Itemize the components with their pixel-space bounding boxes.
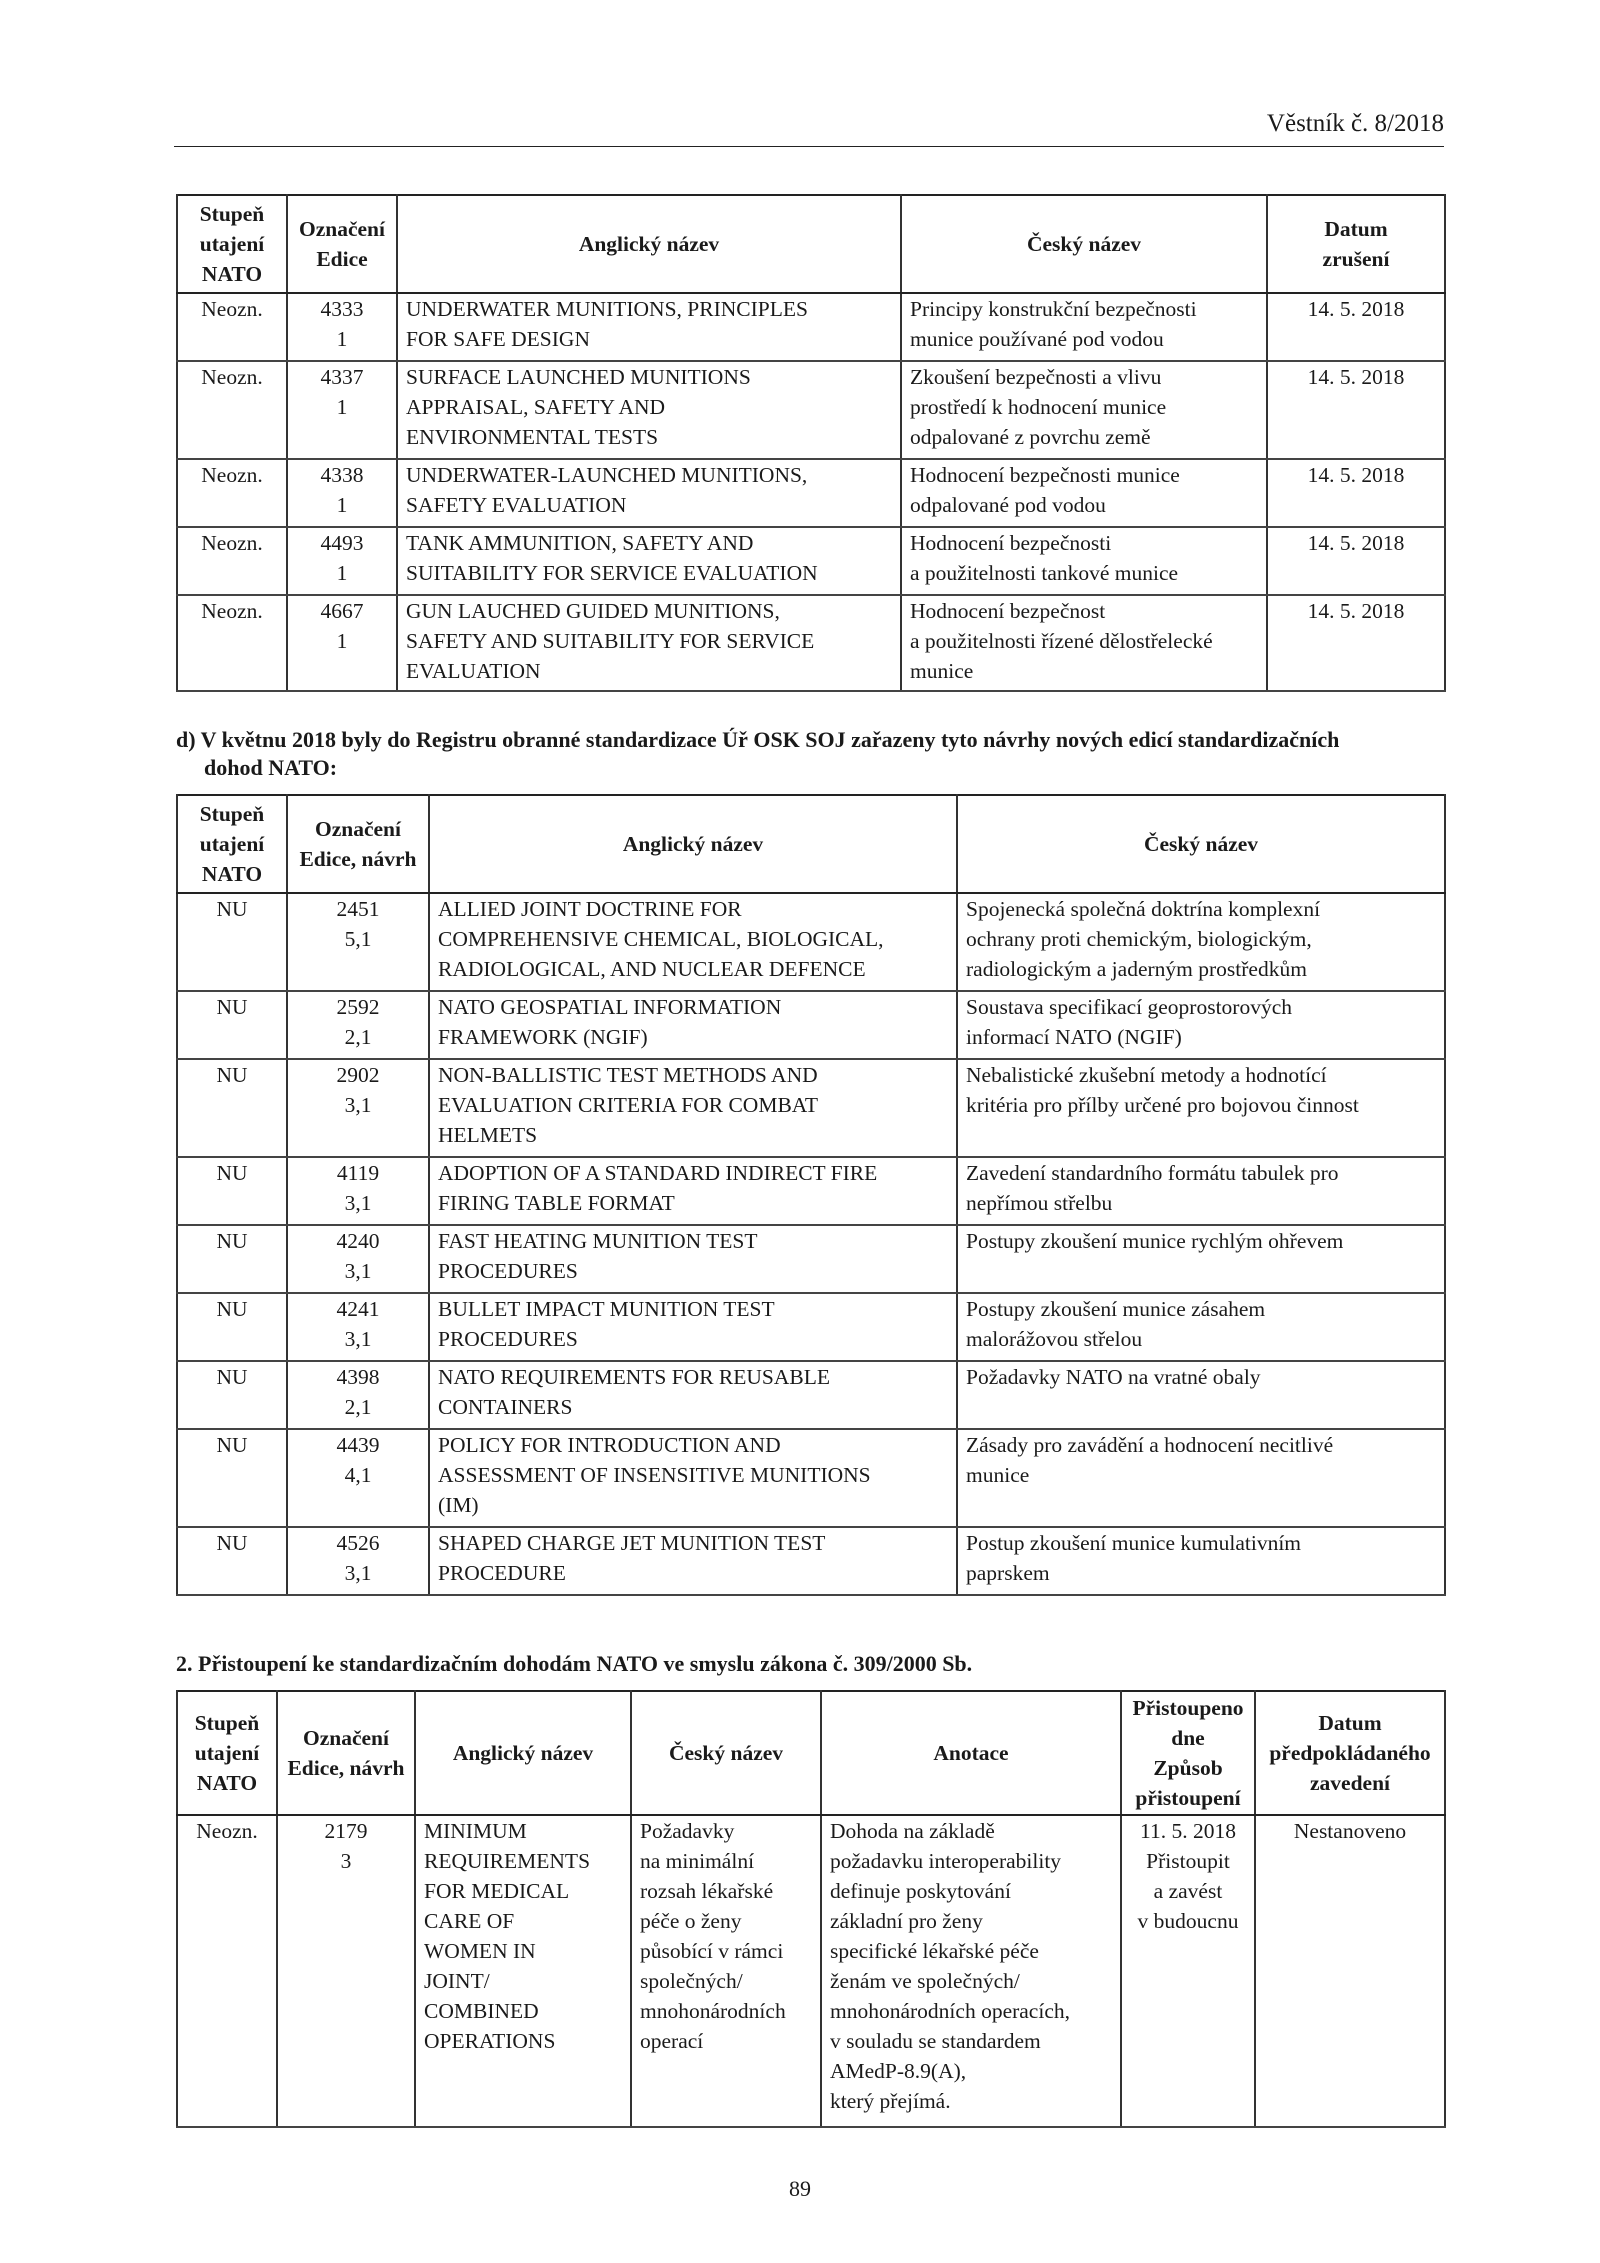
cell-level: NU — [177, 1157, 287, 1225]
section-2-heading: 2. Přistoupení ke standardizačním dohodám NATO ve smyslu zákona č. 309/2000 Sb. — [176, 1651, 973, 1676]
page-number: 89 — [789, 2176, 811, 2201]
cell-accession: 11. 5. 2018 Přistoupit a zavést v budoucnu — [1121, 1815, 1255, 2127]
table-row — [177, 1293, 1445, 1361]
cell-english: NATO REQUIREMENTS FOR REUSABLE CONTAINERS — [429, 1361, 957, 1429]
cell-date: Nestanoveno — [1255, 1815, 1445, 2127]
cell-czech: Zavedení standardního formátu tabulek pro nepřímou střelbu — [957, 1157, 1445, 1225]
cell-czech: Hodnocení bezpečnosti munice odpalované pod vodou — [901, 459, 1267, 527]
cell-english: TANK AMMUNITION, SAFETY AND SUITABILITY FOR SERVICE EVALUATION — [397, 527, 901, 595]
cell-designation: 2902 3,1 — [287, 1059, 429, 1157]
cell-english: UNDERWATER-LAUNCHED MUNITIONS, SAFETY EVALUATION — [397, 459, 901, 527]
cell-date: 14. 5. 2018 — [1267, 459, 1445, 527]
cell-english: NATO GEOSPATIAL INFORMATION FRAMEWORK (NGIF) — [429, 991, 957, 1059]
cell-level: NU — [177, 1059, 287, 1157]
cell-designation: 4493 1 — [287, 527, 397, 595]
cell-level: Neozn. — [177, 459, 287, 527]
cell-english: FAST HEATING MUNITION TEST PROCEDURES — [429, 1225, 957, 1293]
cell-designation: 2451 5,1 — [287, 893, 429, 991]
table-row — [177, 361, 1445, 459]
cell-designation: 4337 1 — [287, 361, 397, 459]
cell-designation: 4119 3,1 — [287, 1157, 429, 1225]
cell-designation: 4333 1 — [287, 293, 397, 361]
cell-czech: Požadavky NATO na vratné obaly — [957, 1361, 1445, 1429]
cell-english: POLICY FOR INTRODUCTION AND ASSESSMENT OF INSENSITIVE MUNITIONS (IM) — [429, 1429, 957, 1527]
cell-designation: 2179 3 — [277, 1815, 415, 2127]
table-row — [177, 459, 1445, 527]
withdrawn-standards-table — [176, 194, 1446, 692]
col-header-accession: Přistoupeno dne Způsob přistoupení — [1121, 1691, 1255, 1815]
col-header-level: Stupeň utajení NATO — [177, 195, 287, 293]
cell-czech: Zkoušení bezpečnosti a vlivu prostředí k hodnocení munice odpalované z povrchu země — [901, 361, 1267, 459]
cell-annotation: Dohoda na základě požadavku interoperability definuje poskytování základní pro ženy specifické lékařské péče ženám ve společných/ mnohonárodních operacích, v souladu se standardem AMedP-8.9(A), který přejímá. — [821, 1815, 1121, 2127]
cell-english: SHAPED CHARGE JET MUNITION TEST PROCEDURE — [429, 1527, 957, 1595]
section-d-line2: dohod NATO: — [204, 755, 338, 780]
cell-date: 14. 5. 2018 — [1267, 527, 1445, 595]
table-row — [177, 1225, 1445, 1293]
page-header — [174, 110, 1444, 147]
cell-level: Neozn. — [177, 293, 287, 361]
cell-czech: Soustava specifikací geoprostorových informací NATO (NGIF) — [957, 991, 1445, 1059]
table-row — [177, 527, 1445, 595]
cell-date: 14. 5. 2018 — [1267, 293, 1445, 361]
cell-english: SURFACE LAUNCHED MUNITIONS APPRAISAL, SAFETY AND ENVIRONMENTAL TESTS — [397, 361, 901, 459]
section-d-heading — [176, 726, 1446, 782]
cell-czech: Postupy zkoušení munice rychlým ohřevem — [957, 1225, 1445, 1293]
cell-czech: Hodnocení bezpečnost a použitelnosti řízené dělostřelecké munice — [901, 595, 1267, 691]
cell-date: 14. 5. 2018 — [1267, 595, 1445, 691]
cell-level: NU — [177, 1429, 287, 1527]
col-header-english: Anglický název — [415, 1691, 631, 1815]
table-row — [177, 991, 1445, 1059]
table-row — [177, 1429, 1445, 1527]
col-header-designation: Označení Edice — [287, 195, 397, 293]
cell-date: 14. 5. 2018 — [1267, 361, 1445, 459]
table-row — [177, 293, 1445, 361]
cell-designation: 4526 3,1 — [287, 1527, 429, 1595]
table-row — [177, 1527, 1445, 1595]
new-drafts-table — [176, 794, 1446, 1596]
cell-designation: 4439 4,1 — [287, 1429, 429, 1527]
cell-level: Neozn. — [177, 361, 287, 459]
cell-czech: Požadavky na minimální rozsah lékařské péče o ženy působící v rámci společných/ mnohonárodních operací — [631, 1815, 821, 2127]
cell-level: Neozn. — [177, 595, 287, 691]
col-header-annotation: Anotace — [821, 1691, 1121, 1815]
cell-designation: 2592 2,1 — [287, 991, 429, 1059]
cell-level: NU — [177, 1361, 287, 1429]
col-header-level: Stupeň utajení NATO — [177, 795, 287, 893]
cell-level: NU — [177, 1225, 287, 1293]
col-header-date: Datum zrušení — [1267, 195, 1445, 293]
cell-level: Neozn. — [177, 1815, 277, 2127]
table-row — [177, 1815, 1445, 2127]
cell-english: NON-BALLISTIC TEST METHODS AND EVALUATION CRITERIA FOR COMBAT HELMETS — [429, 1059, 957, 1157]
table-row — [177, 1059, 1445, 1157]
table-row — [177, 1361, 1445, 1429]
col-header-czech: Český název — [901, 195, 1267, 293]
col-header-english: Anglický název — [397, 195, 901, 293]
cell-english: ADOPTION OF A STANDARD INDIRECT FIRE FIRING TABLE FORMAT — [429, 1157, 957, 1225]
section-d-line1: d) V květnu 2018 byly do Registru obranné standardizace Úř OSK SOJ zařazeny tyto návrhy nových edicí standardizačních — [176, 727, 1340, 752]
cell-english: MINIMUM REQUIREMENTS FOR MEDICAL CARE OF WOMEN IN JOINT/ COMBINED OPERATIONS — [415, 1815, 631, 2127]
col-header-date: Datum předpokládaného zavedení — [1255, 1691, 1445, 1815]
cell-english: BULLET IMPACT MUNITION TEST PROCEDURES — [429, 1293, 957, 1361]
col-header-level: Stupeň utajení NATO — [177, 1691, 277, 1815]
col-header-czech: Český název — [631, 1691, 821, 1815]
cell-english: GUN LAUCHED GUIDED MUNITIONS, SAFETY AND SUITABILITY FOR SERVICE EVALUATION — [397, 595, 901, 691]
table-row — [177, 893, 1445, 991]
cell-czech: Postup zkoušení munice kumulativním paprskem — [957, 1527, 1445, 1595]
cell-czech: Zásady pro zavádění a hodnocení necitlivé munice — [957, 1429, 1445, 1527]
cell-level: NU — [177, 893, 287, 991]
cell-english: ALLIED JOINT DOCTRINE FOR COMPREHENSIVE CHEMICAL, BIOLOGICAL, RADIOLOGICAL, AND NUCLEAR DEFENCE — [429, 893, 957, 991]
cell-czech: Principy konstrukční bezpečnosti munice používané pod vodou — [901, 293, 1267, 361]
cell-level: NU — [177, 1527, 287, 1595]
cell-designation: 4398 2,1 — [287, 1361, 429, 1429]
cell-designation: 4240 3,1 — [287, 1225, 429, 1293]
table-row — [177, 595, 1445, 691]
cell-czech: Spojenecká společná doktrína komplexní ochrany proti chemickým, biologickým, radiologickým a jaderným prostředkům — [957, 893, 1445, 991]
accession-table — [176, 1690, 1446, 2128]
col-header-designation: Označení Edice, návrh — [277, 1691, 415, 1815]
cell-designation: 4338 1 — [287, 459, 397, 527]
cell-czech: Nebalistické zkušební metody a hodnotící kritéria pro přílby určené pro bojovou činnost — [957, 1059, 1445, 1157]
cell-designation: 4667 1 — [287, 595, 397, 691]
cell-designation: 4241 3,1 — [287, 1293, 429, 1361]
cell-level: NU — [177, 1293, 287, 1361]
cell-czech: Postupy zkoušení munice zásahem malorážovou střelou — [957, 1293, 1445, 1361]
bulletin-title: Věstník č. 8/2018 — [1266, 110, 1444, 137]
cell-level: Neozn. — [177, 527, 287, 595]
cell-czech: Hodnocení bezpečnosti a použitelnosti tankové munice — [901, 527, 1267, 595]
col-header-english: Anglický název — [429, 795, 957, 893]
cell-english: UNDERWATER MUNITIONS, PRINCIPLES FOR SAFE DESIGN — [397, 293, 901, 361]
cell-level: NU — [177, 991, 287, 1059]
col-header-designation: Označení Edice, návrh — [287, 795, 429, 893]
col-header-czech: Český název — [957, 795, 1445, 893]
table-row — [177, 1157, 1445, 1225]
